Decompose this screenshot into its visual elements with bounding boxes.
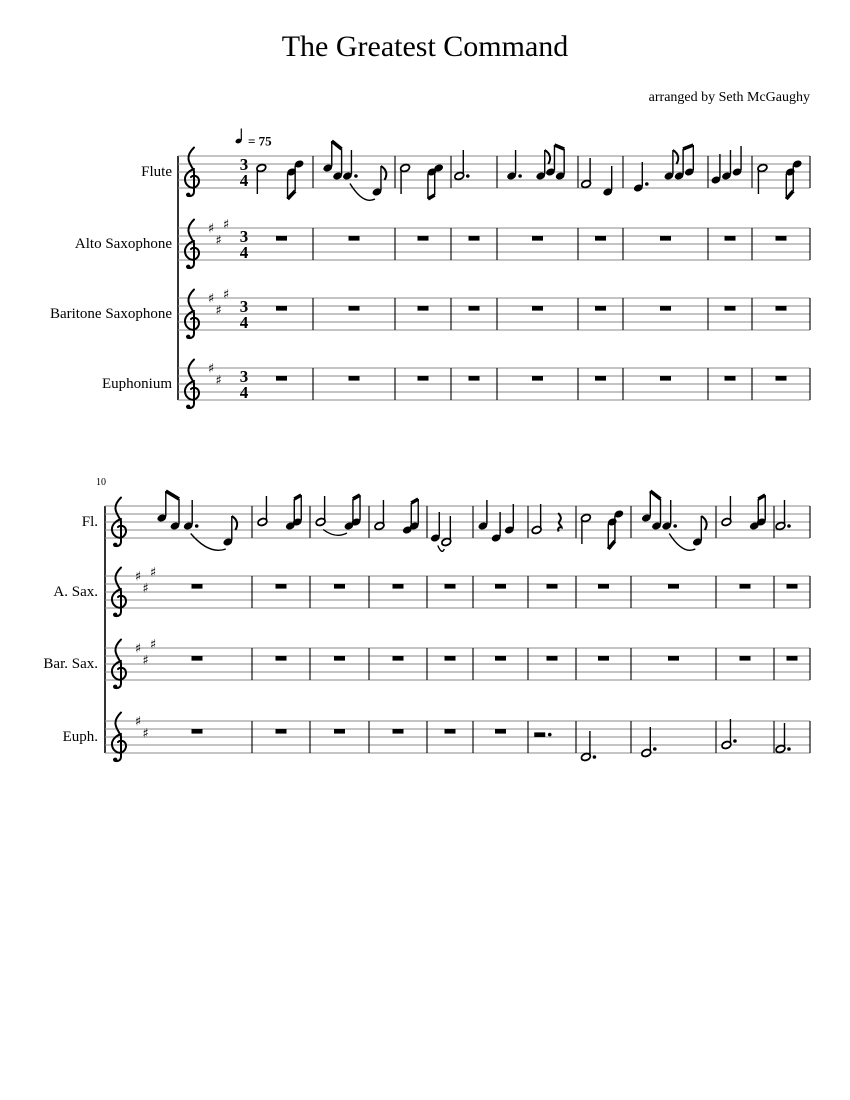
treble-clef-ball xyxy=(186,405,190,409)
augmentation-dot[interactable] xyxy=(466,174,470,178)
instrument-label-alto-saxophone: Alto Saxophone xyxy=(74,236,172,252)
beam[interactable] xyxy=(554,145,564,149)
eighth-flag[interactable] xyxy=(545,150,550,164)
whole-rest[interactable] xyxy=(334,584,345,589)
whole-rest[interactable] xyxy=(668,584,679,589)
whole-rest[interactable] xyxy=(740,584,751,589)
instrument-label-euphonium: Euphonium xyxy=(102,376,172,392)
time-signature-numerator: 3 xyxy=(239,155,249,174)
augmentation-dot[interactable] xyxy=(787,524,791,528)
time-signature-denominator: 4 xyxy=(239,171,249,190)
whole-rest[interactable] xyxy=(445,584,456,589)
whole-rest[interactable] xyxy=(595,376,606,381)
tempo-marking xyxy=(235,129,272,149)
beam[interactable] xyxy=(166,491,179,499)
whole-rest[interactable] xyxy=(495,729,506,734)
time-signature-numerator: 3 xyxy=(239,297,249,316)
time-signature-numerator: 3 xyxy=(239,227,249,246)
whole-rest[interactable] xyxy=(660,376,671,381)
sharp-icon: ♯ xyxy=(134,569,142,585)
whole-rest[interactable] xyxy=(598,656,609,661)
slur[interactable] xyxy=(350,184,375,201)
whole-rest[interactable] xyxy=(547,584,558,589)
beam[interactable] xyxy=(411,499,418,503)
augmentation-dot[interactable] xyxy=(593,755,597,759)
beam[interactable] xyxy=(294,495,301,499)
whole-rest[interactable] xyxy=(276,236,287,241)
whole-rest[interactable] xyxy=(740,656,751,661)
time-signature-numerator: 3 xyxy=(239,367,249,386)
whole-rest[interactable] xyxy=(495,656,506,661)
sharp-icon: ♯ xyxy=(215,303,222,319)
sharp-icon: ♯ xyxy=(134,714,142,730)
whole-rest[interactable] xyxy=(725,376,736,381)
beam[interactable] xyxy=(786,191,793,199)
whole-rest[interactable] xyxy=(787,584,798,589)
whole-rest[interactable] xyxy=(334,656,345,661)
whole-rest[interactable] xyxy=(349,306,360,311)
slur[interactable] xyxy=(669,534,695,551)
whole-rest[interactable] xyxy=(660,236,671,241)
instrument-label-fl-short: Fl. xyxy=(81,514,98,530)
whole-rest[interactable] xyxy=(276,376,287,381)
tempo-text: = 75 xyxy=(248,133,272,149)
instrument-label-euph-short: Euph. xyxy=(62,729,98,745)
whole-rest[interactable] xyxy=(776,376,787,381)
eighth-flag[interactable] xyxy=(381,166,386,180)
augmentation-dot[interactable] xyxy=(548,733,552,737)
sharp-icon: ♯ xyxy=(142,581,149,597)
beam[interactable] xyxy=(650,491,660,499)
whole-rest[interactable] xyxy=(418,376,429,381)
whole-rest[interactable] xyxy=(445,729,456,734)
treble-clef-ball xyxy=(186,335,190,339)
whole-rest[interactable] xyxy=(532,376,543,381)
whole-rest[interactable] xyxy=(192,584,203,589)
whole-rest[interactable] xyxy=(393,584,404,589)
arranger-credit: arranged by Seth McGaughy xyxy=(648,90,810,105)
measure-number: 10 xyxy=(96,477,106,488)
whole-rest[interactable] xyxy=(532,306,543,311)
sharp-icon: ♯ xyxy=(207,221,215,237)
instrument-label-bar-sax-short: Bar. Sax. xyxy=(43,656,98,672)
whole-rest[interactable] xyxy=(445,656,456,661)
slur[interactable] xyxy=(438,546,445,552)
whole-rest[interactable] xyxy=(276,584,287,589)
treble-clef-ball xyxy=(113,685,117,689)
whole-rest[interactable] xyxy=(418,236,429,241)
sharp-icon: ♯ xyxy=(149,637,157,653)
treble-clef-ball xyxy=(186,265,190,269)
eighth-flag[interactable] xyxy=(673,150,678,164)
half-rest[interactable] xyxy=(534,732,545,737)
whole-rest[interactable] xyxy=(547,656,558,661)
whole-rest[interactable] xyxy=(660,306,671,311)
instrument-label-a-sax-short: A. Sax. xyxy=(53,584,98,600)
whole-rest[interactable] xyxy=(349,376,360,381)
whole-rest[interactable] xyxy=(668,656,679,661)
instrument-label-flute: Flute xyxy=(141,164,172,180)
sharp-icon: ♯ xyxy=(142,653,149,669)
whole-rest[interactable] xyxy=(469,236,480,241)
augmentation-dot[interactable] xyxy=(733,739,737,743)
whole-rest[interactable] xyxy=(349,236,360,241)
augmentation-dot[interactable] xyxy=(787,747,791,751)
sharp-icon: ♯ xyxy=(134,641,142,657)
sharp-icon: ♯ xyxy=(222,217,230,233)
beam[interactable] xyxy=(332,141,342,149)
eighth-flag[interactable] xyxy=(232,516,237,530)
beam[interactable] xyxy=(608,541,615,549)
beam[interactable] xyxy=(428,195,435,199)
time-signature-denominator: 4 xyxy=(239,383,249,402)
treble-clef-ball xyxy=(113,543,117,547)
whole-rest[interactable] xyxy=(787,656,798,661)
whole-rest[interactable] xyxy=(776,306,787,311)
whole-rest[interactable] xyxy=(595,236,606,241)
beam[interactable] xyxy=(758,495,765,499)
augmentation-dot[interactable] xyxy=(354,174,358,178)
sharp-icon: ♯ xyxy=(207,361,215,377)
slur[interactable] xyxy=(191,534,226,551)
instrument-label-baritone-saxophone: Baritone Saxophone xyxy=(49,306,172,322)
sharp-icon: ♯ xyxy=(215,233,222,249)
whole-rest[interactable] xyxy=(595,306,606,311)
sharp-icon: ♯ xyxy=(215,373,222,389)
treble-clef-ball xyxy=(113,613,117,617)
augmentation-dot[interactable] xyxy=(518,174,522,178)
sharp-icon: ♯ xyxy=(149,565,157,581)
whole-rest[interactable] xyxy=(469,376,480,381)
augmentation-dot[interactable] xyxy=(195,524,199,528)
whole-rest[interactable] xyxy=(418,306,429,311)
whole-rest[interactable] xyxy=(276,306,287,311)
sharp-icon: ♯ xyxy=(207,291,215,307)
treble-clef-ball xyxy=(113,758,117,762)
whole-rest[interactable] xyxy=(532,236,543,241)
whole-rest[interactable] xyxy=(598,584,609,589)
whole-rest[interactable] xyxy=(725,236,736,241)
whole-rest[interactable] xyxy=(276,656,287,661)
whole-rest[interactable] xyxy=(393,729,404,734)
whole-rest[interactable] xyxy=(469,306,480,311)
whole-rest[interactable] xyxy=(276,729,287,734)
whole-rest[interactable] xyxy=(725,306,736,311)
whole-rest[interactable] xyxy=(192,729,203,734)
time-signature-denominator: 4 xyxy=(239,243,249,262)
beam[interactable] xyxy=(353,495,360,499)
beam[interactable] xyxy=(288,191,296,199)
whole-rest[interactable] xyxy=(334,729,345,734)
whole-rest[interactable] xyxy=(776,236,787,241)
time-signature-denominator: 4 xyxy=(239,313,249,332)
sharp-icon: ♯ xyxy=(142,726,149,742)
augmentation-dot[interactable] xyxy=(653,747,657,751)
beam[interactable] xyxy=(683,145,693,149)
eighth-flag[interactable] xyxy=(701,516,706,530)
augmentation-dot[interactable] xyxy=(645,182,649,186)
whole-rest[interactable] xyxy=(393,656,404,661)
score-title: The Greatest Command xyxy=(281,30,569,63)
augmentation-dot[interactable] xyxy=(673,524,677,528)
treble-clef-ball xyxy=(186,193,190,197)
whole-rest[interactable] xyxy=(495,584,506,589)
whole-rest[interactable] xyxy=(192,656,203,661)
sharp-icon: ♯ xyxy=(222,287,230,303)
